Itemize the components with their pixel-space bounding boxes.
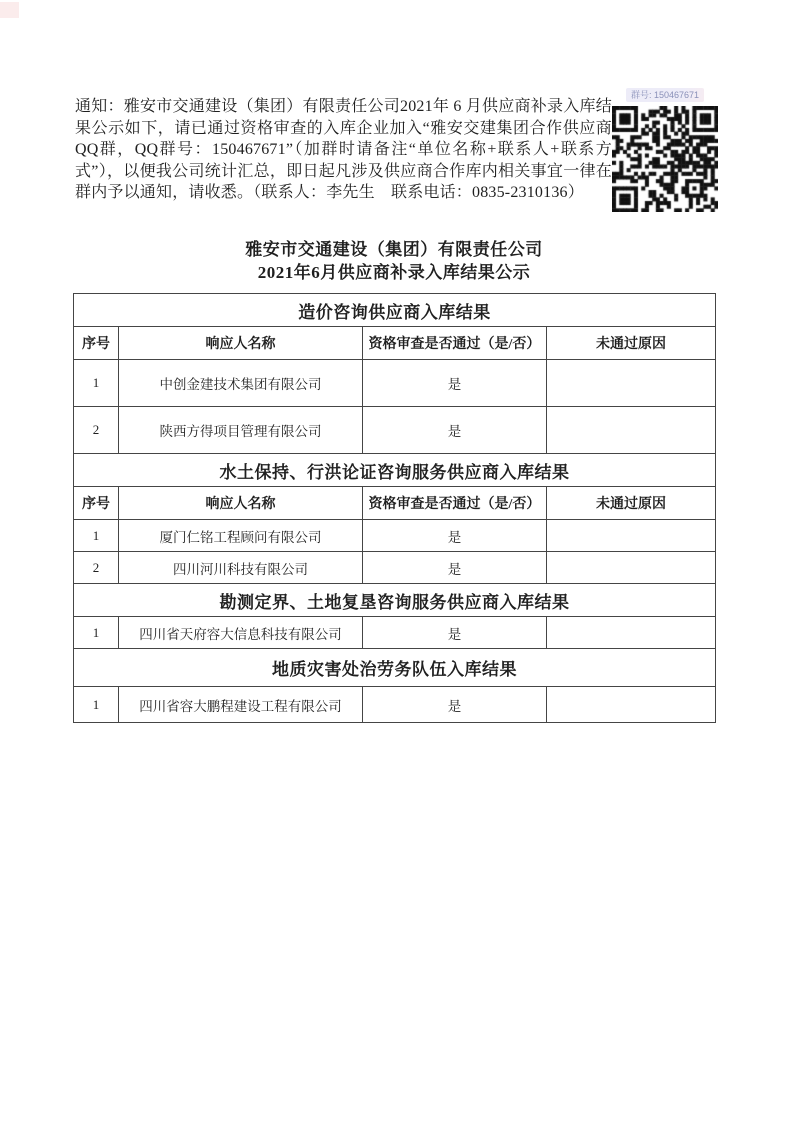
cell-reason (547, 407, 716, 454)
cell-no: 1 (74, 520, 119, 552)
qr-code-image (612, 106, 718, 212)
cell-name: 陕西方得项目管理有限公司 (119, 407, 363, 454)
cell-reason (547, 687, 716, 723)
column-header: 资格审查是否通过（是/否） (363, 487, 547, 520)
cell-no: 1 (74, 617, 119, 649)
column-header: 未通过原因 (547, 487, 716, 520)
cell-passed: 是 (363, 360, 547, 407)
table-row (74, 360, 716, 407)
section-title-row (74, 454, 716, 487)
document-title-line2: 2021年6月供应商补录入库结果公示 (257, 263, 531, 282)
section-title: 造价咨询供应商入库结果 (74, 294, 716, 327)
cell-name: 厦门仁铭工程顾问有限公司 (119, 520, 363, 552)
qq-group-number-label: 群号: 150467671 (626, 88, 704, 102)
section-title: 地质灾害处治劳务队伍入库结果 (74, 649, 716, 687)
cell-name: 中创金建技术集团有限公司 (119, 360, 363, 407)
cell-passed: 是 (363, 552, 547, 584)
qq-group-qr-block (612, 88, 718, 212)
table-row (74, 520, 716, 552)
cell-no: 2 (74, 552, 119, 584)
cell-passed: 是 (363, 617, 547, 649)
section-title-row (74, 649, 716, 687)
cell-no: 2 (74, 407, 119, 454)
notice-paragraph: 通知：雅安市交通建设（集团）有限责任公司2021年 6 月供应商补录入库结果公示如下，请已通过资格审查的入库企业加入“雅安交建集团合作供应商QQ群，QQ群号：150467671”（加群时请备注“单位名称+联系人+联系方式”），以便我公司统计汇总，即日起凡涉及供应商合作库内相关事宜一律在群内予以通知，请收悉。（联系人：李先生 联系电话：0835-2310136） (75, 98, 612, 201)
column-header: 资格审查是否通过（是/否） (363, 327, 547, 360)
column-header-row (74, 487, 716, 520)
document-title (73, 238, 715, 284)
cell-reason (547, 617, 716, 649)
column-header: 未通过原因 (547, 327, 716, 360)
table-row (74, 687, 716, 723)
corner-artifact (0, 2, 19, 18)
cell-reason (547, 520, 716, 552)
column-header: 序号 (74, 487, 119, 520)
section-title-row (74, 294, 716, 327)
cell-no: 1 (74, 360, 119, 407)
cell-passed: 是 (363, 687, 547, 723)
column-header-row (74, 327, 716, 360)
cell-no: 1 (74, 687, 119, 723)
cell-passed: 是 (363, 520, 547, 552)
document-title-line1: 雅安市交通建设（集团）有限责任公司 (245, 240, 543, 259)
column-header: 响应人名称 (119, 327, 363, 360)
section-title: 水土保持、行洪论证咨询服务供应商入库结果 (74, 454, 716, 487)
table-row (74, 617, 716, 649)
column-header: 响应人名称 (119, 487, 363, 520)
cell-name: 四川省天府容大信息科技有限公司 (119, 617, 363, 649)
column-header: 序号 (74, 327, 119, 360)
supplier-results-table (73, 293, 716, 723)
section-title-row (74, 584, 716, 617)
cell-reason (547, 360, 716, 407)
cell-passed: 是 (363, 407, 547, 454)
cell-name: 四川河川科技有限公司 (119, 552, 363, 584)
table-row (74, 407, 716, 454)
section-title: 勘测定界、土地复垦咨询服务供应商入库结果 (74, 584, 716, 617)
table-row (74, 552, 716, 584)
cell-name: 四川省容大鹏程建设工程有限公司 (119, 687, 363, 723)
cell-reason (547, 552, 716, 584)
